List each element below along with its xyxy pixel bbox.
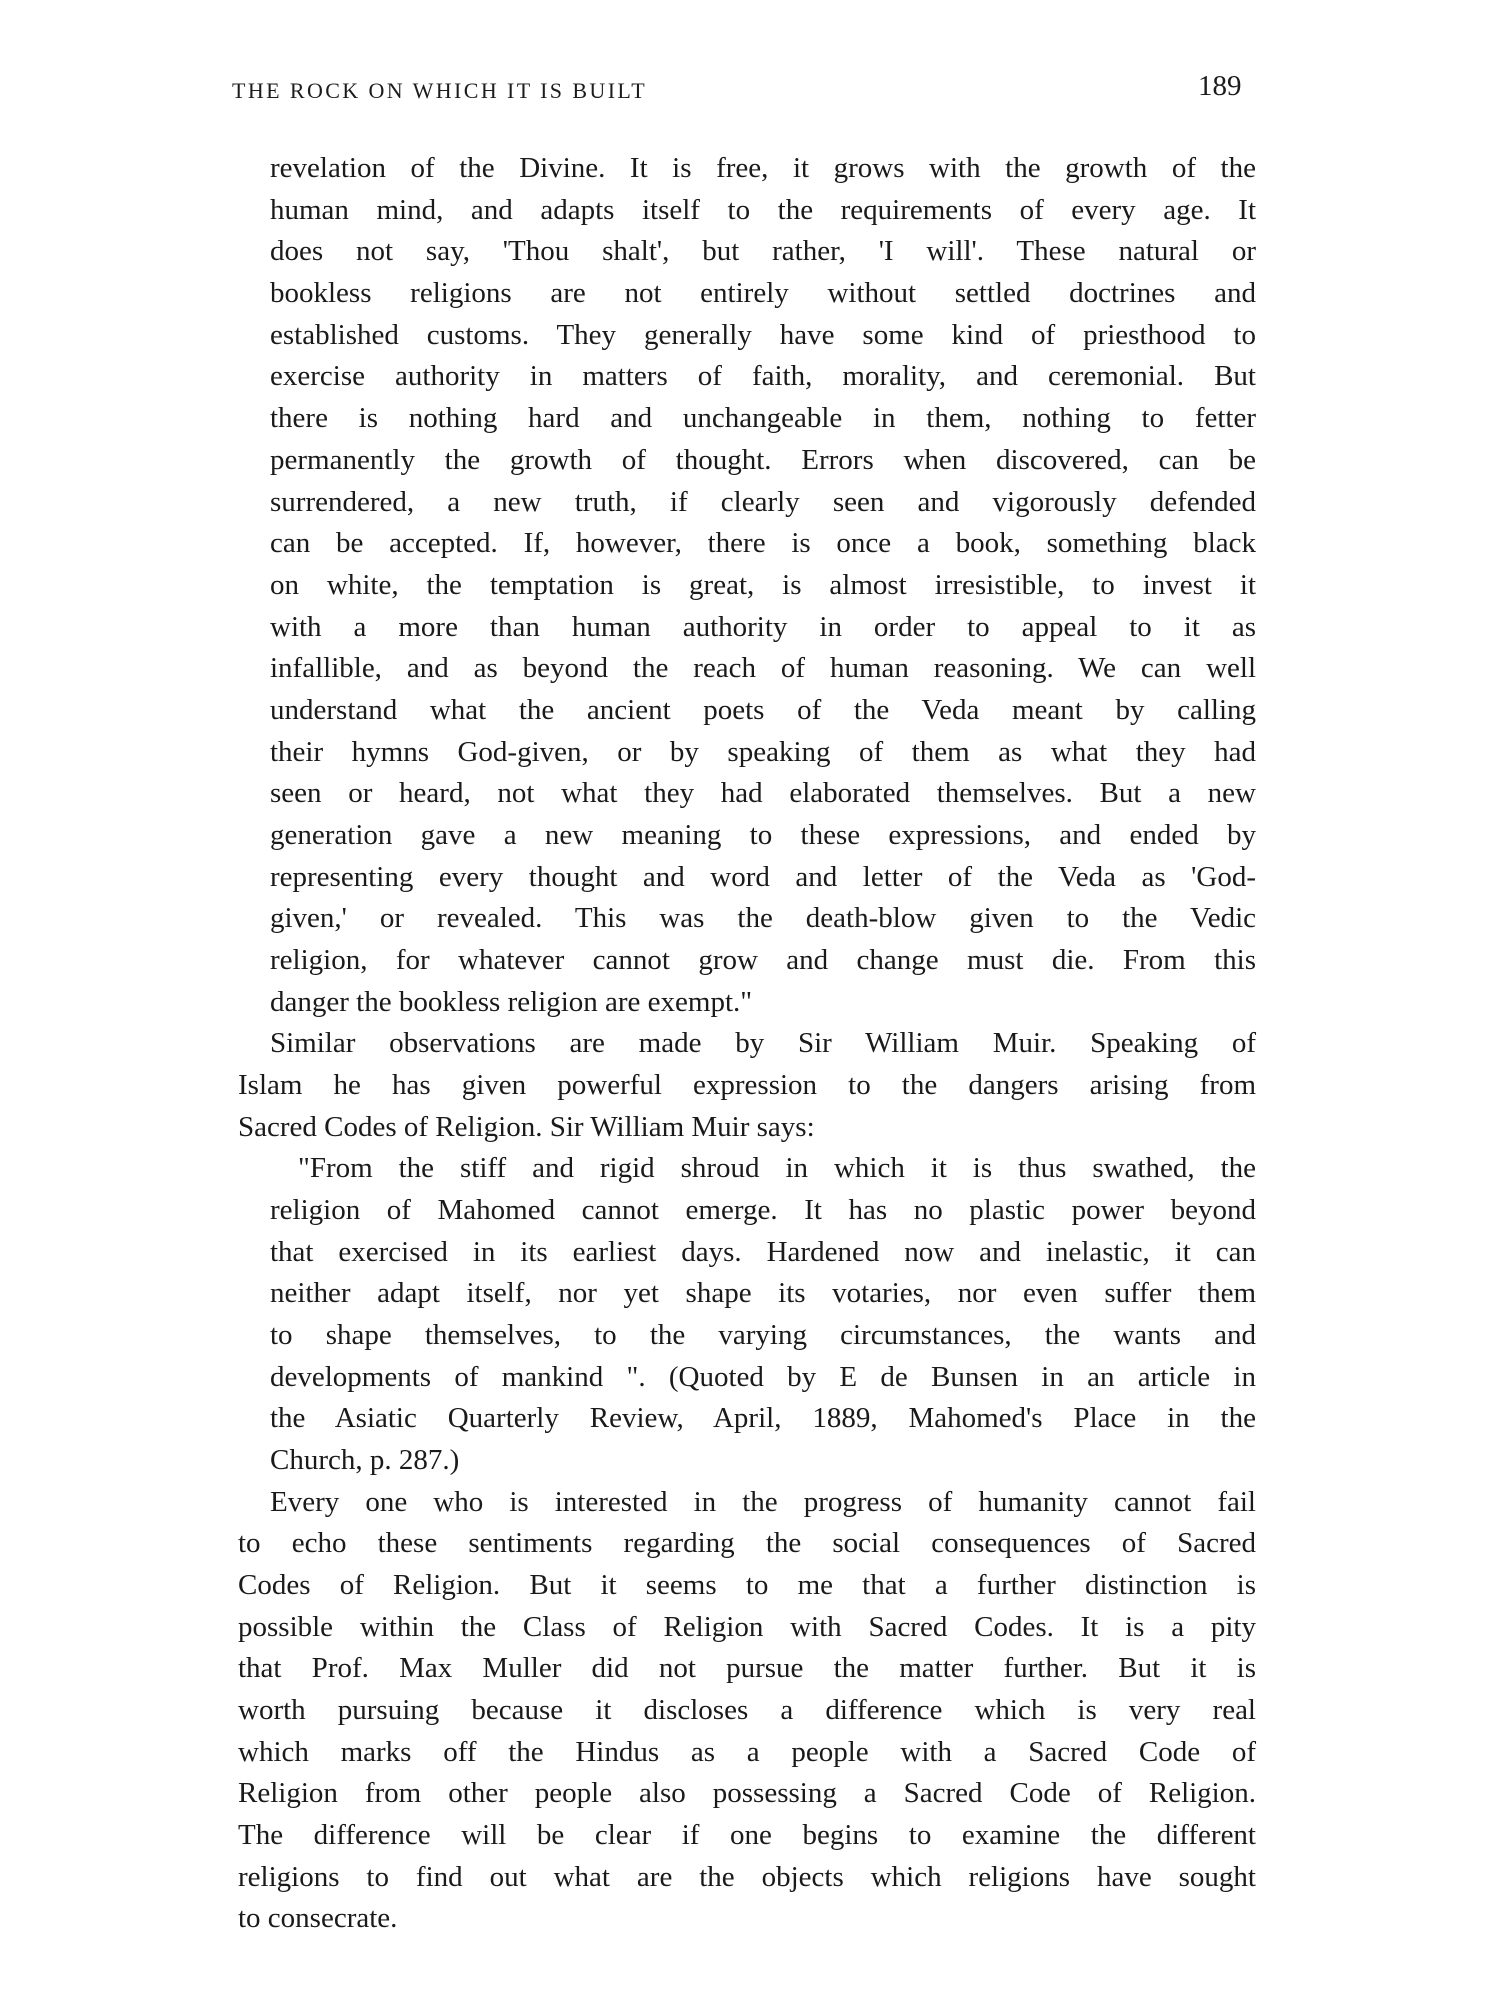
paragraph-line: worth pursuing because it discloses a difference which is very real xyxy=(238,1694,1256,1726)
quote-line: developments of mankind ". (Quoted by E de Bunsen in an article in xyxy=(270,1361,1256,1393)
quote-line: infallible, and as beyond the reach of human reasoning. We can well xyxy=(270,652,1256,684)
running-head: THE ROCK ON WHICH IT IS BUILT xyxy=(232,78,648,103)
paragraph-line: religions to find out what are the objects which religions have sought xyxy=(238,1861,1256,1893)
quote-line: with a more than human authority in order to appeal to it as xyxy=(270,611,1256,643)
paragraph-line: The difference will be clear if one begins to examine the different xyxy=(238,1819,1256,1851)
quote-line: bookless religions are not entirely without settled doctrines and xyxy=(270,277,1256,309)
quote-line: revelation of the Divine. It is free, it grows with the growth of the xyxy=(270,152,1256,184)
paragraph-line: to consecrate. xyxy=(238,1902,398,1934)
paragraph-line: Every one who is interested in the progress of humanity cannot fail xyxy=(270,1486,1256,1518)
paragraph-line: that Prof. Max Muller did not pursue the matter further. But it is xyxy=(238,1652,1256,1684)
paragraph-line: possible within the Class of Religion with Sacred Codes. It is a pity xyxy=(238,1611,1256,1643)
quote-line: that exercised in its earliest days. Hardened now and inelastic, it can xyxy=(270,1236,1256,1268)
page-number: 189 xyxy=(1198,70,1242,102)
quote-line: surrendered, a new truth, if clearly seen and vigorously defended xyxy=(270,486,1256,518)
quote-line: seen or heard, not what they had elaborated themselves. But a new xyxy=(270,777,1256,809)
quote-line: permanently the growth of thought. Errors when discovered, can be xyxy=(270,444,1256,476)
quote-line: to shape themselves, to the varying circumstances, the wants and xyxy=(270,1319,1256,1351)
quote-line: given,' or revealed. This was the death-blow given to the Vedic xyxy=(270,902,1256,934)
paragraph-line: to echo these sentiments regarding the social consequences of Sacred xyxy=(238,1527,1256,1559)
quote-line: religion, for whatever cannot grow and change must die. From this xyxy=(270,944,1256,976)
quote-line: understand what the ancient poets of the Veda meant by calling xyxy=(270,694,1256,726)
paragraph-line: Religion from other people also possessing a Sacred Code of Religion. xyxy=(238,1777,1256,1809)
paragraph-line: Sacred Codes of Religion. Sir William Muir says: xyxy=(238,1111,815,1143)
quote-line: representing every thought and word and letter of the Veda as 'God- xyxy=(270,861,1256,893)
quote-line: danger the bookless religion are exempt." xyxy=(270,986,753,1018)
quote-line: can be accepted. If, however, there is once a book, something black xyxy=(270,527,1256,559)
paragraph-line: Similar observations are made by Sir William Muir. Speaking of xyxy=(270,1027,1256,1059)
quote-line: does not say, 'Thou shalt', but rather, 'I will'. These natural or xyxy=(270,235,1256,267)
quote-line: human mind, and adapts itself to the requirements of every age. It xyxy=(270,194,1256,226)
paragraph-line: Islam he has given powerful expression to the dangers arising from xyxy=(238,1069,1256,1101)
paragraph-line: Codes of Religion. But it seems to me that a further distinction is xyxy=(238,1569,1256,1601)
quote-line: exercise authority in matters of faith, morality, and ceremonial. But xyxy=(270,360,1256,392)
quote-line: there is nothing hard and unchangeable in them, nothing to fetter xyxy=(270,402,1256,434)
quote-line: on white, the temptation is great, is almost irresistible, to invest it xyxy=(270,569,1256,601)
quote-line: generation gave a new meaning to these expressions, and ended by xyxy=(270,819,1256,851)
quote-line: neither adapt itself, nor yet shape its votaries, nor even suffer them xyxy=(270,1277,1256,1309)
quote-line: the Asiatic Quarterly Review, April, 1889, Mahomed's Place in the xyxy=(270,1402,1256,1434)
quote-line: religion of Mahomed cannot emerge. It has no plastic power beyond xyxy=(270,1194,1256,1226)
quote-line: Church, p. 287.) xyxy=(270,1444,460,1476)
paragraph-line: which marks off the Hindus as a people with a Sacred Code of xyxy=(238,1736,1256,1768)
quote-line: their hymns God-given, or by speaking of them as what they had xyxy=(270,736,1256,768)
quote-line: "From the stiff and rigid shroud in which it is thus swathed, the xyxy=(298,1152,1256,1184)
quote-line: established customs. They generally have some kind of priesthood to xyxy=(270,319,1256,351)
